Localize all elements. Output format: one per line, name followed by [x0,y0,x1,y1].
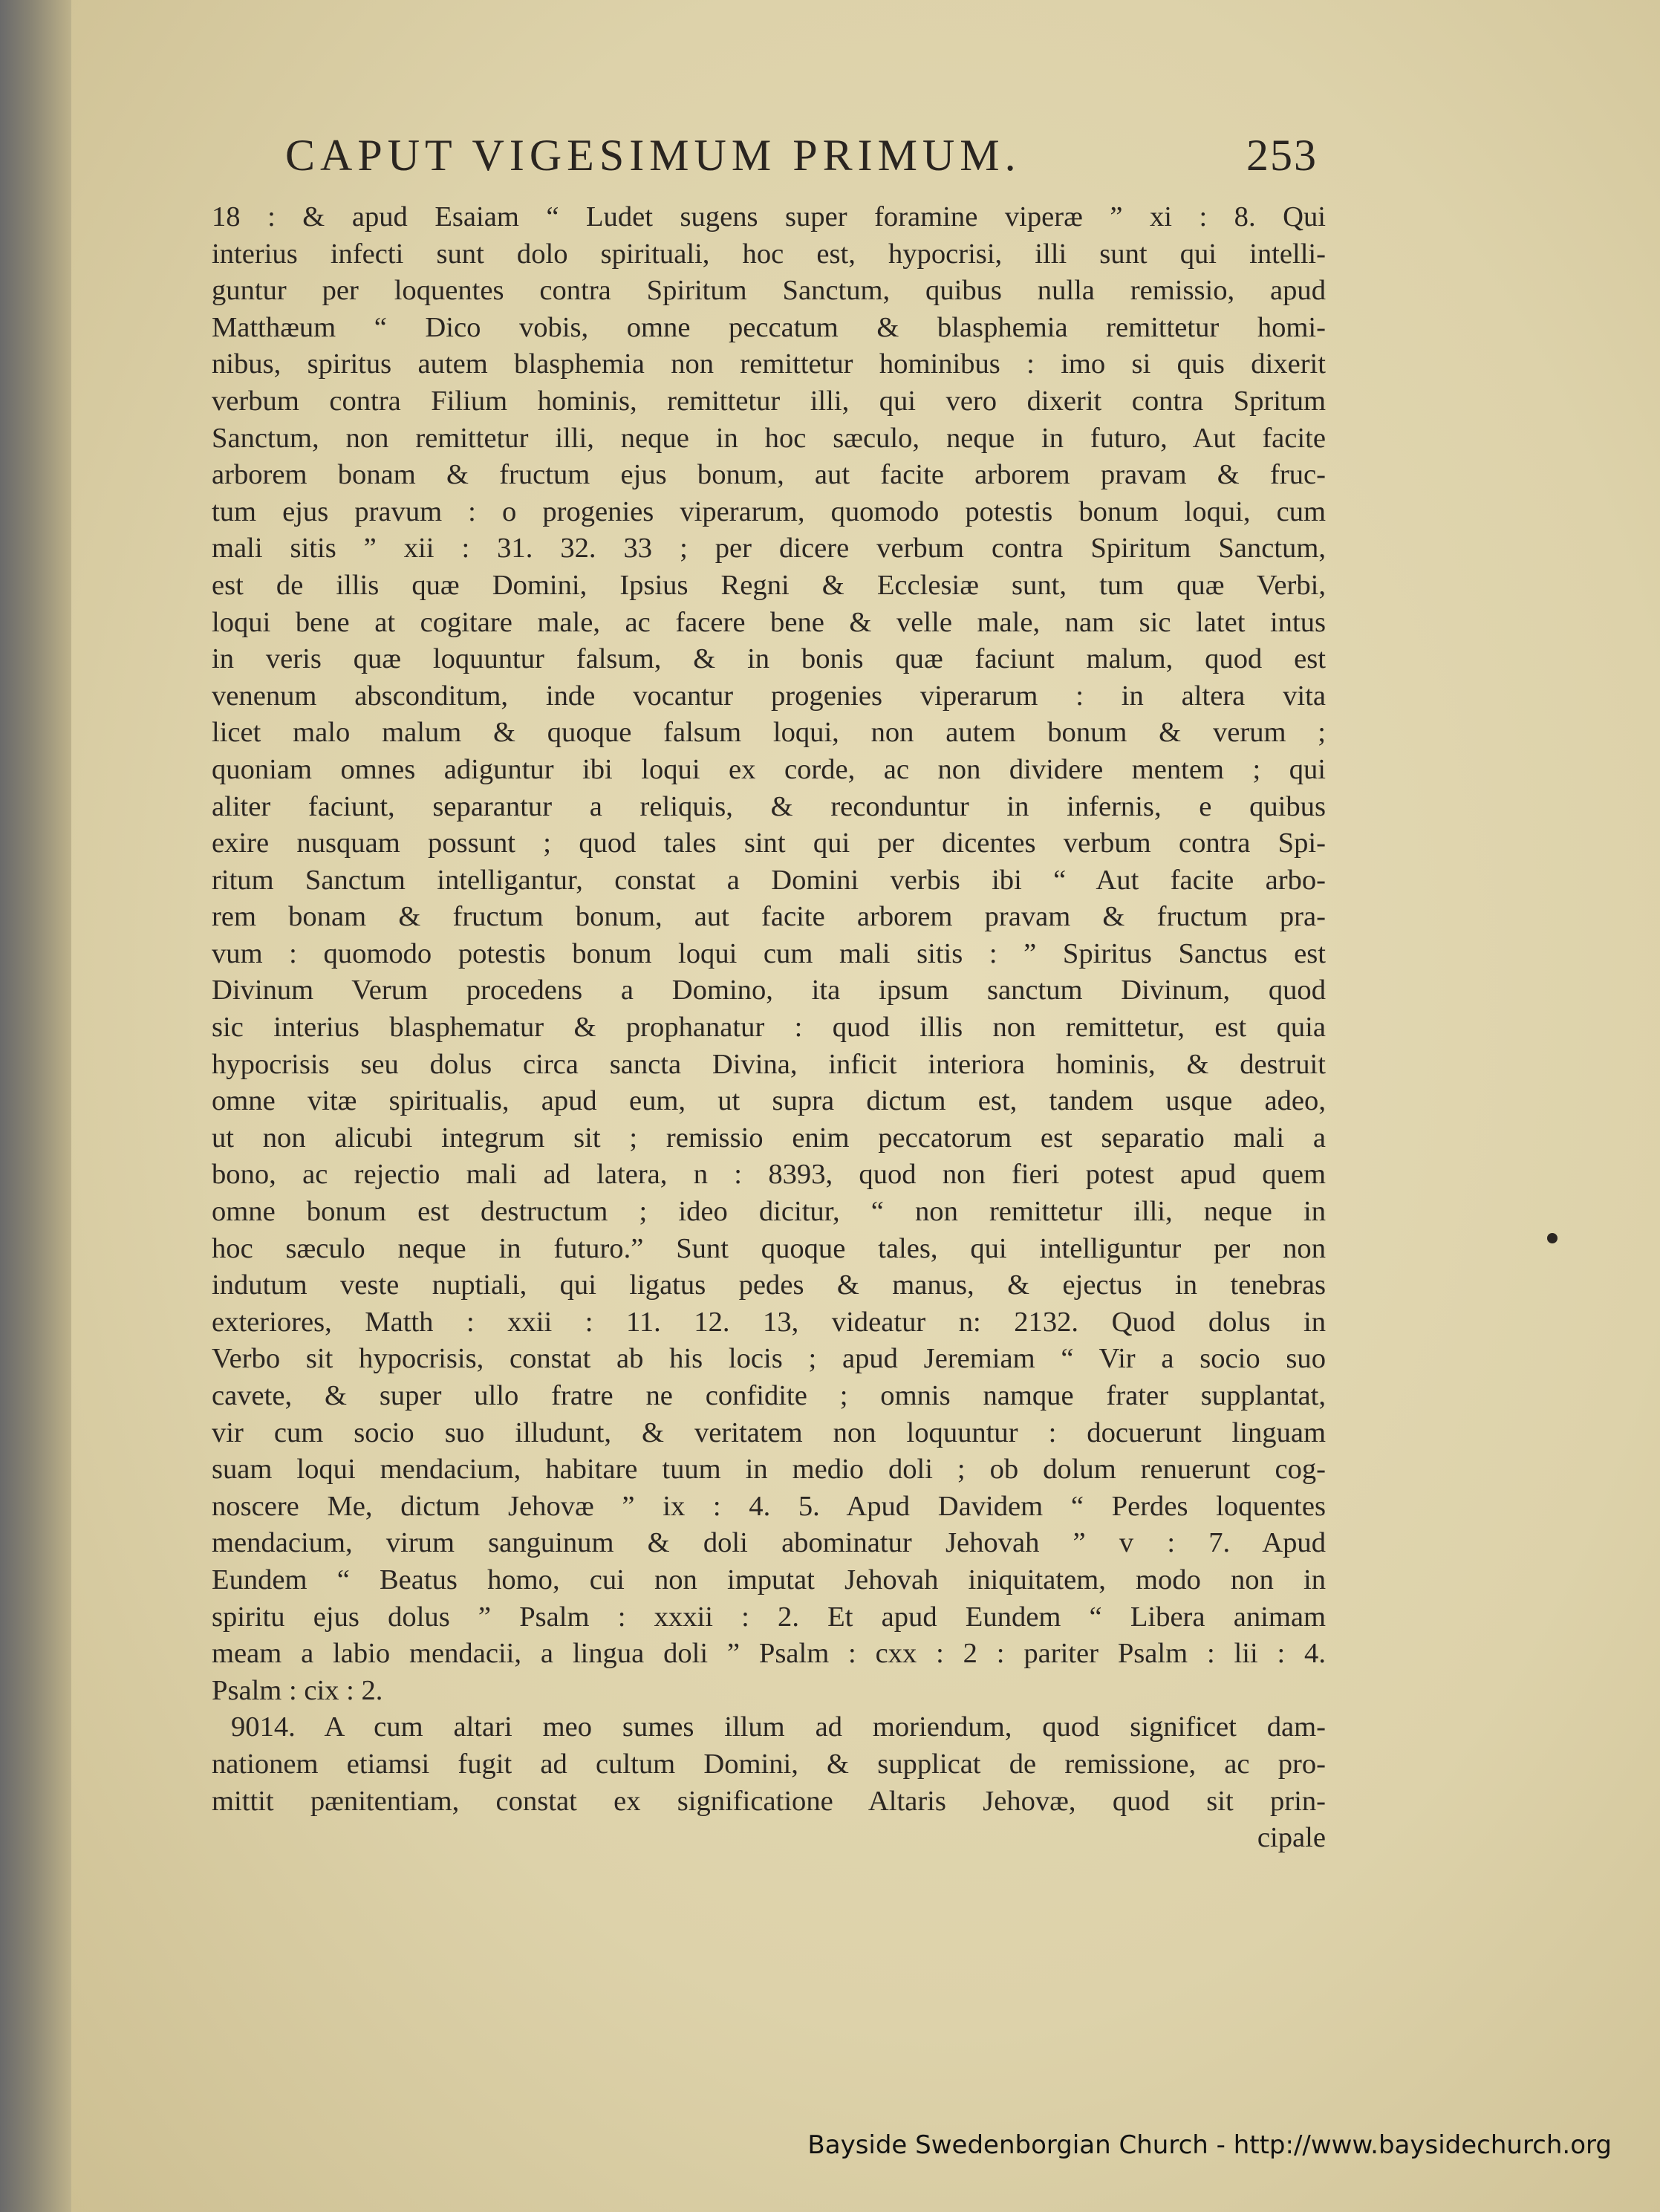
text-line: indutum veste nuptiali, qui ligatus pedes & manus, & ejectus in tenebras [212,1269,1326,1301]
text-line: exire nusquam possunt ; quod tales sint qui per dicentes verbum contra Spi- [212,827,1326,859]
text-line: hypocrisis seu dolus circa sancta Divina, inficit interiora hominis, & destruit [212,1048,1326,1080]
body-text [212,199,1326,1857]
text-line: nibus, spiritus autem blasphemia non remittetur hominibus : imo si quis dixerit [212,348,1326,380]
text-line: omne bonum est destructum ; ideo dicitur, “ non remittetur illi, neque in [212,1196,1326,1228]
text-line: Verbo sit hypocrisis, constat ab his locis ; apud Jeremiam “ Vir a socio suo [212,1343,1326,1375]
text-line: mali sitis ” xii : 31. 32. 33 ; per dicere verbum contra Spiritum Sanctum, [212,533,1326,565]
text-line: meam a labio mendacii, a lingua doli ” Psalm : cxx : 2 : pariter Psalm : lii : 4. [212,1638,1326,1670]
paragraph-start-line: 9014. A cum altari meo sumes illum ad moriendum, quod significet dam- [231,1711,1326,1743]
text-line: spiritu ejus dolus ” Psalm : xxxii : 2. Et apud Eundem “ Libera animam [212,1601,1326,1633]
text-line: vum : quomodo potestis bonum loqui cum mali sitis : ” Spiritus Sanctus est [212,937,1326,969]
text-line: hoc sæculo neque in futuro.” Sunt quoque tales, qui intelliguntur per non [212,1232,1326,1264]
ink-spot [1547,1233,1558,1243]
text-line: arborem bonam & fructum ejus bonum, aut facite arborem pravam & fruc- [212,459,1326,491]
text-line: omne vitæ spiritualis, apud eum, ut supra dictum est, tandem usque adeo, [212,1085,1326,1117]
text-line: Matthæum “ Dico vobis, omne peccatum & blasphemia remittetur homi- [212,311,1326,343]
text-line: Sanctum, non remittetur illi, neque in hoc sæculo, neque in futuro, Aut facite [212,422,1326,454]
text-line: licet malo malum & quoque falsum loqui, non autem bonum & verum ; [212,717,1326,749]
text-line: ut non alicubi integrum sit ; remissio enim peccatorum est separatio mali a [212,1122,1326,1154]
text-line: interius infecti sunt dolo spirituali, hoc est, hypocrisi, illi sunt qui intelli- [212,238,1326,270]
text-line: verbum contra Filium hominis, remittetur illi, qui vero dixerit contra Spritum [212,385,1326,417]
chapter-title: CAPUT VIGESIMUM PRIMUM. [285,131,1021,180]
text-line: noscere Me, dictum Jehovæ ” ix : 4. 5. Apud Davidem “ Perdes loquentes [212,1490,1326,1522]
text-line: sic interius blasphematur & prophanatur : quod illis non remittetur, est quia [212,1012,1326,1044]
running-header [285,130,1318,197]
text-line: cavete, & super ullo fratre ne confidite ; omnis namque frater supplantat, [212,1380,1326,1411]
text-line: exteriores, Matth : xxii : 11. 12. 13, videatur n: 2132. Quod dolus in [212,1306,1326,1338]
text-line: Psalm : cix : 2. [212,1674,383,1706]
catchword: cipale [1257,1822,1326,1854]
text-line: Eundem “ Beatus homo, cui non imputat Jehovah iniquitatem, modo non in [212,1564,1326,1595]
text-line: aliter faciunt, separantur a reliquis, & reconduntur in infernis, e quibus [212,790,1326,822]
text-line: in veris quæ loquuntur falsum, & in bonis quæ faciunt malum, quod est [212,643,1326,675]
page-number: 253 [1246,131,1318,180]
text-line: nationem etiamsi fugit ad cultum Domini, & supplicat de remissione, ac pro- [212,1748,1326,1780]
text-line: guntur per loquentes contra Spiritum Sanctum, quibus nulla remissio, apud [212,275,1326,307]
text-line: loqui bene at cogitare male, ac facere bene & velle male, nam sic latet intus [212,606,1326,638]
text-line: est de illis quæ Domini, Ipsius Regni & Ecclesiæ sunt, tum quæ Verbi, [212,569,1326,601]
text-line: mittit pænitentiam, constat ex significatione Altaris Jehovæ, quod sit prin- [212,1785,1326,1817]
text-line: Divinum Verum procedens a Domino, ita ipsum sanctum Divinum, quod [212,975,1326,1006]
text-line: mendacium, virum sanguinum & doli abominatur Jehovah ” v : 7. Apud [212,1527,1326,1559]
text-line: ritum Sanctum intelligantur, constat a Domini verbis ibi “ Aut facite arbo- [212,864,1326,896]
text-line: 18 : & apud Esaiam “ Ludet sugens super foramine viperæ ” xi : 8. Qui [212,201,1326,232]
text-line: rem bonam & fructum bonum, aut facite arborem pravam & fructum pra- [212,901,1326,933]
text-line: suam loqui mendacium, habitare tuum in medio doli ; ob dolum renuerunt cog- [212,1454,1326,1486]
text-line: vir cum socio suo illudunt, & veritatem non loquuntur : docuerunt linguam [212,1416,1326,1448]
text-line: tum ejus pravum : o progenies viperarum, quomodo potestis bonum loqui, cum [212,495,1326,527]
text-line: venenum absconditum, inde vocantur progenies viperarum : in altera vita [212,680,1326,712]
source-credit: Bayside Swedenborgian Church - http://www.baysidechurch.org [807,2130,1612,2160]
text-line: quoniam omnes adiguntur ibi loqui ex corde, ac non dividere mentem ; qui [212,753,1326,785]
text-line: bono, ac rejectio mali ad latera, n : 8393, quod non fieri potest apud quem [212,1159,1326,1191]
